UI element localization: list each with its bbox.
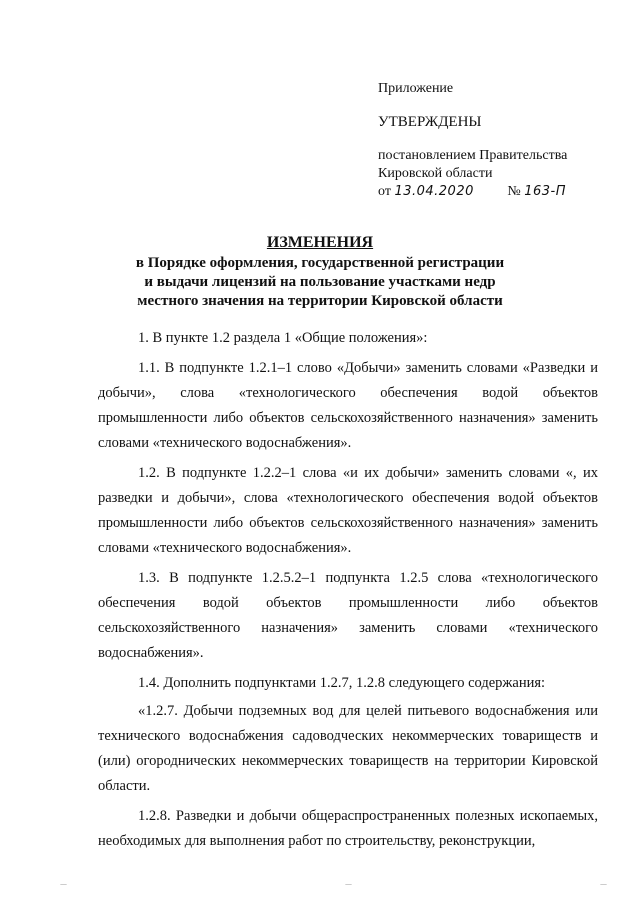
scan-mark: — bbox=[60, 880, 67, 888]
decree-line-1: постановлением Правительства bbox=[378, 148, 568, 163]
decree-date-line bbox=[378, 183, 618, 201]
decree-reference bbox=[378, 147, 618, 201]
paragraph-1-2-8: 1.2.8. Разведки и добычи общераспространенных полезных ископаемых, необходимых для выполнения работ по строительству, реконструкции, bbox=[98, 808, 598, 849]
title-line-2: и выдачи лицензий на пользование участками недр bbox=[144, 274, 496, 290]
date-prefix: от bbox=[378, 184, 391, 199]
scan-mark: — bbox=[345, 880, 352, 888]
approval-block bbox=[378, 80, 618, 201]
paragraph-1-4: 1.4. Дополнить подпунктами 1.2.7, 1.2.8 следующего содержания: bbox=[138, 675, 546, 691]
title-line-1: в Порядке оформления, государственной регистрации bbox=[135, 255, 505, 271]
decree-number: 163-П bbox=[524, 184, 567, 199]
number-prefix: № bbox=[507, 184, 521, 199]
paragraph-1-3: 1.3. В подпункте 1.2.5.2–1 подпункта 1.2.5 слова «технологического обеспечения водой объектов промышленности либо объектов сельскохозяйственного назначения» заменить словами «технического водоснабжения». bbox=[98, 570, 598, 661]
approved-label: УТВЕРЖДЕНЫ bbox=[378, 114, 482, 130]
appendix-label: Приложение bbox=[378, 81, 454, 96]
title-line-3: местного значения на территории Кировской области bbox=[137, 293, 503, 309]
paragraph-1: 1. В пункте 1.2 раздела 1 «Общие положения»: bbox=[138, 330, 428, 346]
decree-line-2: Кировской области bbox=[378, 166, 493, 181]
paragraph-1-2-7: «1.2.7. Добычи подземных вод для целей питьевого водоснабжения или технического водоснабжения садоводческих некоммерческих товариществ и (или) огороднических некоммерческих товариществ на территории Кировской области. bbox=[98, 703, 598, 794]
paragraph-1-1: 1.1. В подпункте 1.2.1–1 слово «Добычи» заменить словами «Разведки и добычи», слова «технологического обеспечения водой объектов промышленности либо объектов сельскохозяйственного назначения» заменить словами «технического водоснабжения». bbox=[98, 360, 598, 451]
document-title bbox=[0, 233, 640, 311]
scan-artifacts bbox=[0, 880, 640, 894]
document-body bbox=[98, 326, 598, 859]
scan-mark: — bbox=[600, 880, 607, 888]
paragraph-1-2: 1.2. В подпункте 1.2.2–1 слова «и их добычи» заменить словами «, их разведки и добычи», слова «технологического обеспечения водой объектов промышленности либо объектов сельскохозяйственного назначения» заменить словами «технического водоснабжения». bbox=[98, 465, 598, 556]
title-main: ИЗМЕНЕНИЯ bbox=[266, 234, 374, 251]
decree-date: 13.04.2020 bbox=[394, 184, 474, 199]
